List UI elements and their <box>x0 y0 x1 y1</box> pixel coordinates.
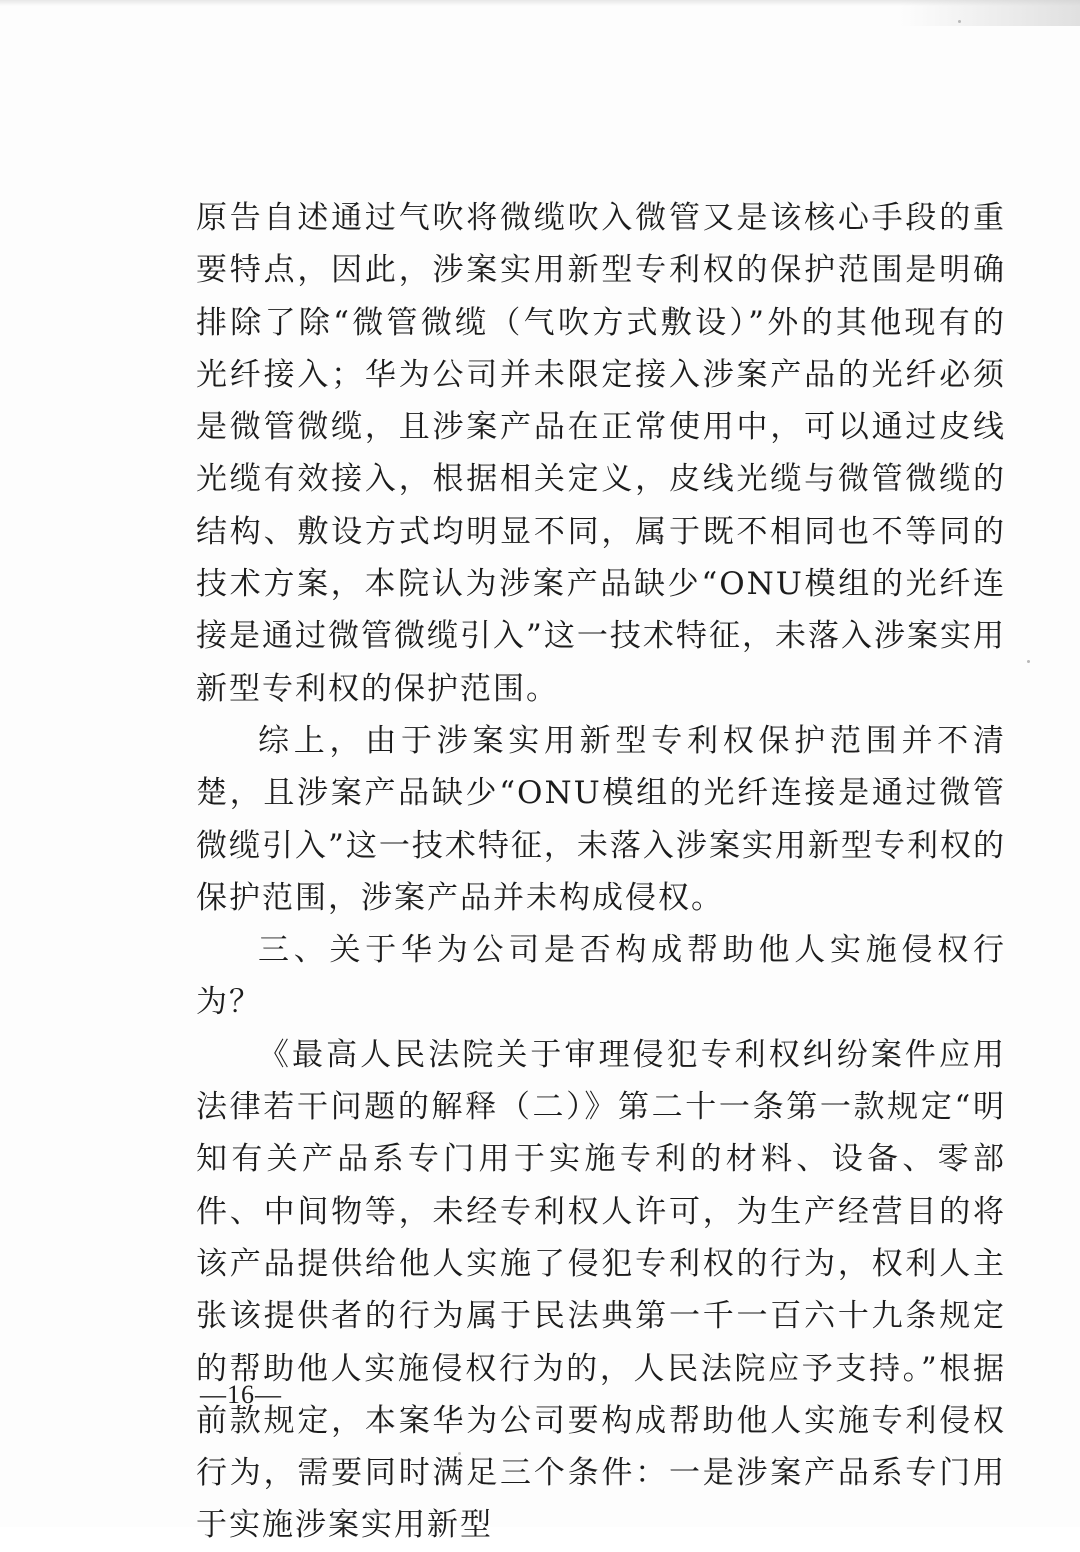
section-heading-contributory-infringement: 三、关于华为公司是否构成帮助他人实施侵权行为？ <box>196 932 1006 1021</box>
body-text <box>196 192 1006 1552</box>
scan-corner-shading <box>900 0 1080 26</box>
scan-speck <box>958 20 961 23</box>
paragraph-conclusion-no-infringement: 综上，由于涉案实用新型专利权保护范围并不清楚，且涉案产品缺少“ONU模组的光纤连接是通过微管微缆引入”这一技术特征，未落入涉案实用新型专利权的保护范围，涉案产品并未构成侵权。 <box>196 722 1006 916</box>
page-number: —16— <box>200 1380 282 1409</box>
paragraph-judicial-interpretation: 《最高人民法院关于审理侵犯专利权纠纷案件应用法律若干问题的解释（二）》第二十一条第一款规定“明知有关产品系专门用于实施专利的材料、设备、零部件、中间物等，未经专利权人许可，为生产经营目的将该产品提供给他人实施了侵犯专利权的行为，权利人主张该提供者的行为属于民法典第一千一百六十九条规定的帮助他人实施侵权行为的，人民法院应予支持。”根据前款规定，本案华为公司要构成帮助他人实施专利侵权行为，需要同时满足三个条件：一是涉案产品系专门用于实施涉案实用新型 <box>196 1036 1006 1544</box>
scan-speck <box>458 1452 461 1455</box>
paragraph-patent-scope-analysis: 原告自述通过气吹将微缆吹入微管又是该核心手段的重要特点，因此，涉案实用新型专利权的保护范围是明确排除了除“微管微缆（气吹方式敷设）”外的其他现有的光纤接入；华为公司并未限定接入涉案产品的光纤必须是微管微缆，且涉案产品在正常使用中，可以通过皮线光缆有效接入，根据相关定义，皮线光缆与微管微缆的结构、敷设方式均明显不同，属于既不相同也不等同的技术方案，本院认为涉案产品缺少“ONU模组的光纤连接是通过微管微缆引入”这一技术特征，未落入涉案实用新型专利权的保护范围。 <box>196 200 1006 707</box>
scan-speck <box>1027 660 1030 663</box>
